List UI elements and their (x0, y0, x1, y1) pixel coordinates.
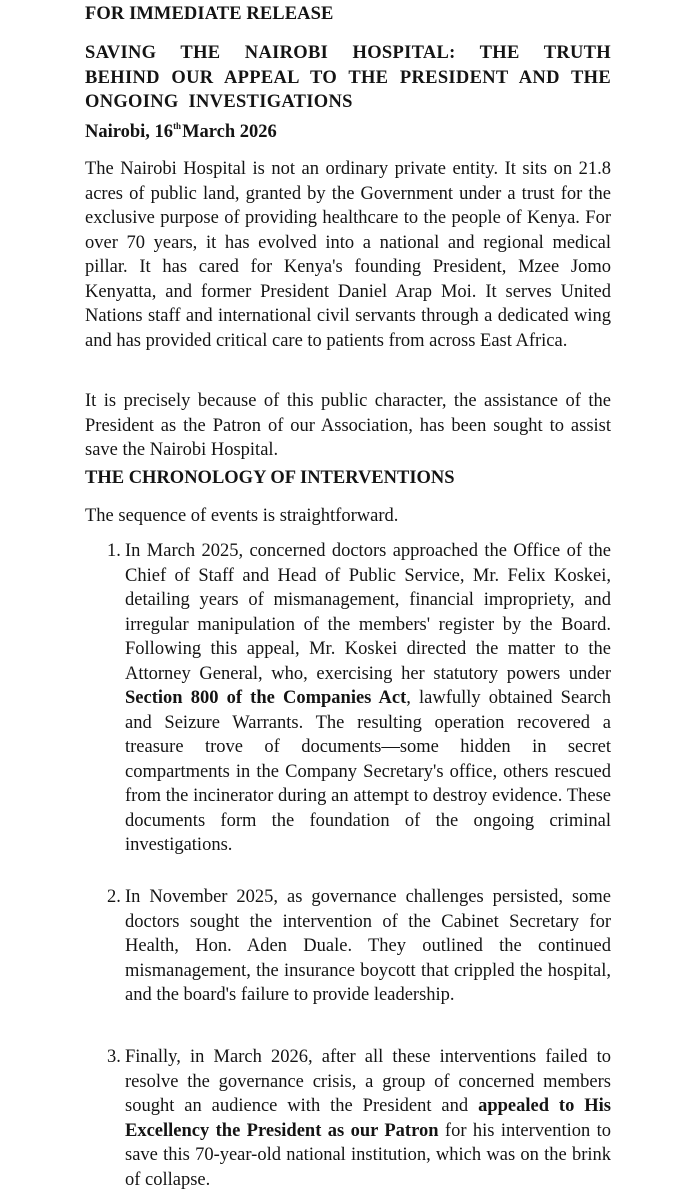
paragraph-president-assistance: It is precisely because of this public character, the assistance of the President as the Patron of our Association, has been sought to assist save the Nairobi Hospital. (85, 391, 611, 460)
date-ordinal: th (173, 121, 182, 131)
item-text-a: In November 2025, as governance challenges persisted, some doctors sought the intervention of the Cabinet Secretary for Health, Hon. Aden Duale. They outlined the continued mismanagement, the insurance boycott that crippled the hospital, and the board's failure to provide leadership. (125, 887, 611, 1005)
item-number: 3. (107, 1047, 121, 1067)
item-bold: Section 800 of the Companies Act (125, 688, 407, 708)
section-intro: The sequence of events is straightforward. (85, 506, 399, 526)
date-suffix: March 2026 (182, 122, 277, 142)
release-label: FOR IMMEDIATE RELEASE (85, 4, 334, 24)
paragraph-public-character: The Nairobi Hospital is not an ordinary private entity. It sits on 21.8 acres of public land, granted by the Government under a trust for the exclusive purpose of providing healthcare to the people of Kenya. For over 70 years, it has evolved into a national and regional medical pillar. It has cared for Kenya's founding President, Mzee Jomo Kenyatta, and former President Daniel Arap Moi. It serves United Nations staff and international civil servants through a dedicated wing and has provided critical care to patients from across East Africa. (85, 159, 611, 351)
date-prefix: Nairobi, 16 (85, 122, 174, 142)
item-text-b: , lawfully obtained Search and Seizure Warrants. The resulting operation recovered a treasure trove of documents—some hidden in secret compartments in the Company Secretary's office, others rescued from the incinerator during an attempt to destroy evidence. These documents form the foundation of the ongoing criminal investigations. (125, 688, 611, 855)
dateline (85, 121, 277, 143)
headline: SAVING THE NAIROBI HOSPITAL: THE TRUTH BEHIND OUR APPEAL TO THE PRESIDENT AND THE ONGOING INVESTIGATIONS (85, 43, 611, 112)
item-number: 1. (107, 541, 121, 561)
item-text (125, 1045, 611, 1192)
item-text (125, 539, 611, 858)
item-text-a: Finally, in March 2026, after all these interventions failed to resolve the governance crisis, a group of concerned members sought an audience with the President and (125, 1047, 611, 1116)
item-number: 2. (107, 887, 121, 907)
item-text-a: In March 2025, concerned doctors approached the Office of the Chief of Staff and Head of Public Service, Mr. Felix Koskei, detailing years of mismanagement, financial impropriety, and irregular manipulation of the members' register by the Board. Following this appeal, Mr. Koskei directed the matter to the Attorney General, who, exercising her statutory powers under (125, 541, 611, 684)
item-text-b: for his intervention to save this 70-year-old national institution, which was on the brink of collapse. (125, 1120, 612, 1190)
item-text (125, 885, 611, 1008)
item-bold: appealed to His Excellency the President as our Patron (125, 1096, 611, 1141)
section-title-chronology: THE CHRONOLOGY OF INTERVENTIONS (85, 468, 455, 488)
